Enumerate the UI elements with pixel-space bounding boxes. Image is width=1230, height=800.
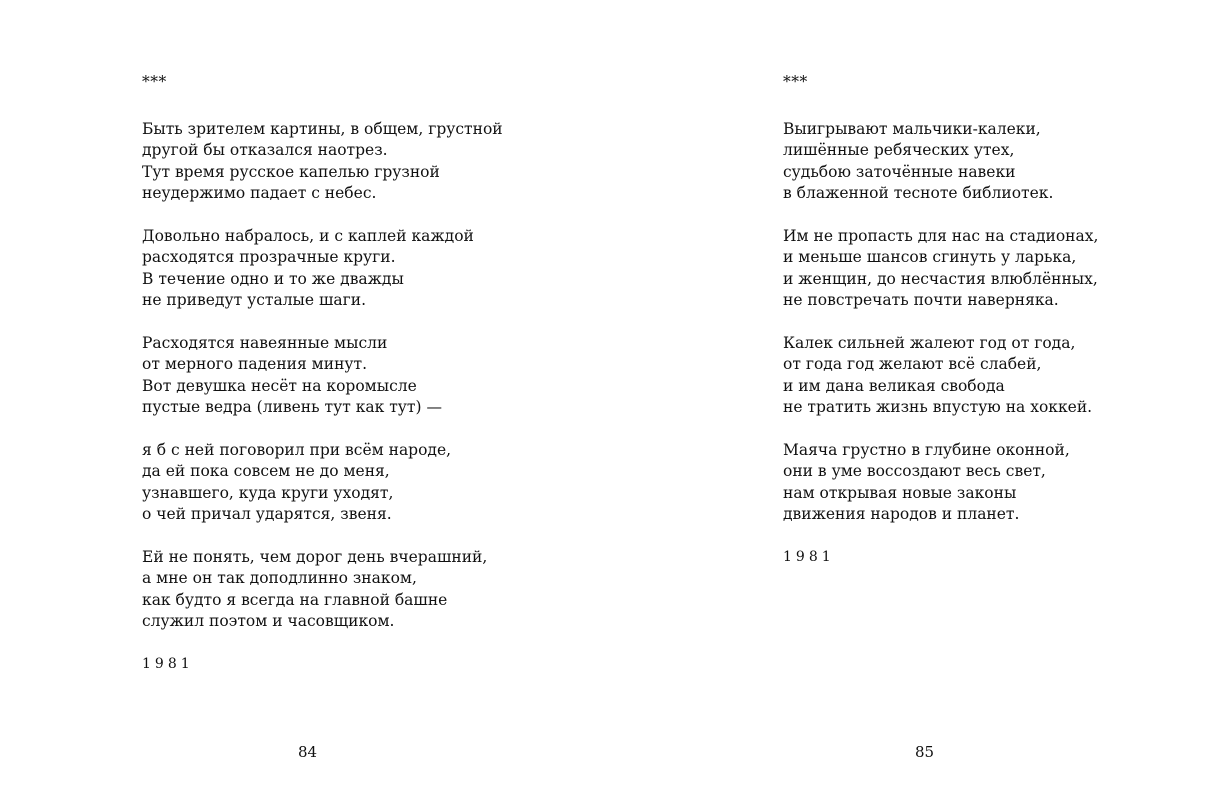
poem-line: да ей пока совсем не до меня, bbox=[142, 462, 390, 481]
poem-separator: *** bbox=[783, 73, 808, 91]
poem-year: 1981 bbox=[783, 548, 835, 565]
poem-line: не приведут усталые шаги. bbox=[142, 291, 367, 310]
poem-line: а мне он так доподлинно знаком, bbox=[142, 569, 417, 588]
stanza bbox=[142, 226, 503, 312]
poem-line: судьбою заточённые навеки bbox=[783, 162, 1016, 181]
stanza bbox=[783, 333, 1098, 419]
poem-separator: *** bbox=[142, 73, 167, 91]
stanza bbox=[142, 440, 503, 526]
poem-line: Ей не понять, чем дорог день вчерашний, bbox=[142, 547, 488, 566]
poem-line: движения народов и планет. bbox=[783, 505, 1020, 524]
poem-right bbox=[783, 72, 1098, 568]
poem-line: они в уме воссоздают весь свет, bbox=[783, 462, 1046, 481]
poem-line: узнавшего, куда круги уходят, bbox=[142, 483, 394, 502]
poem-line: служил поэтом и часовщиком. bbox=[142, 612, 395, 631]
stanza bbox=[783, 119, 1098, 205]
page-number: 84 bbox=[298, 743, 318, 761]
poem-line: Им не пропасть для нас на стадионах, bbox=[783, 226, 1099, 245]
poem-line: Расходятся навеянные мысли bbox=[142, 333, 388, 352]
poem-line: расходятся прозрачные круги. bbox=[142, 248, 396, 267]
poem-line: Калек сильней жалеют год от года, bbox=[783, 333, 1076, 352]
poem-line: о чей причал ударятся, звеня. bbox=[142, 505, 392, 524]
poem-line: Маяча грустно в глубине оконной, bbox=[783, 440, 1070, 459]
poem-line: я б с ней поговорил при всём народе, bbox=[142, 440, 452, 459]
poem-line: Довольно набралось, и с каплей каждой bbox=[142, 226, 474, 245]
stanza bbox=[783, 226, 1098, 312]
poem-line: Тут время русское капелью грузной bbox=[142, 162, 440, 181]
poem-line: неудержимо падает с небес. bbox=[142, 184, 377, 203]
poem-line: не повстречать почти наверняка. bbox=[783, 291, 1059, 310]
poem-line: лишённые ребяческих утех, bbox=[783, 141, 1015, 160]
poem-line: Выигрывают мальчики-калеки, bbox=[783, 119, 1041, 138]
poem-line: В течение одно и то же дважды bbox=[142, 269, 404, 288]
poem-line: нам открывая новые законы bbox=[783, 483, 1017, 502]
poem-line: Вот девушка несёт на коромысле bbox=[142, 376, 417, 395]
poem-line: не тратить жизнь впустую на хоккей. bbox=[783, 398, 1093, 417]
poem-left bbox=[142, 72, 503, 675]
page-number: 85 bbox=[915, 743, 935, 761]
poem-line: другой бы отказался наотрез. bbox=[142, 141, 388, 160]
poem-line: в блаженной тесноте библиотек. bbox=[783, 184, 1054, 203]
poem-line: и им дана великая свобода bbox=[783, 376, 1005, 395]
poem-year: 1981 bbox=[142, 655, 194, 672]
stanza bbox=[142, 547, 503, 633]
right-page bbox=[615, 0, 1230, 800]
stanza bbox=[783, 440, 1098, 526]
stanza bbox=[142, 119, 503, 205]
poem-line: от года год желают всё слабей, bbox=[783, 355, 1042, 374]
poem-line: и женщин, до несчастия влюблённых, bbox=[783, 269, 1098, 288]
poem-line: и меньше шансов сгинуть у ларька, bbox=[783, 248, 1077, 267]
poem-line: Быть зрителем картины, в общем, грустной bbox=[142, 119, 503, 138]
poem-line: от мерного падения минут. bbox=[142, 355, 368, 374]
stanza bbox=[142, 333, 503, 419]
poem-line: пустые ведра (ливень тут как тут) — bbox=[142, 398, 442, 417]
poem-line: как будто я всегда на главной башне bbox=[142, 590, 448, 609]
